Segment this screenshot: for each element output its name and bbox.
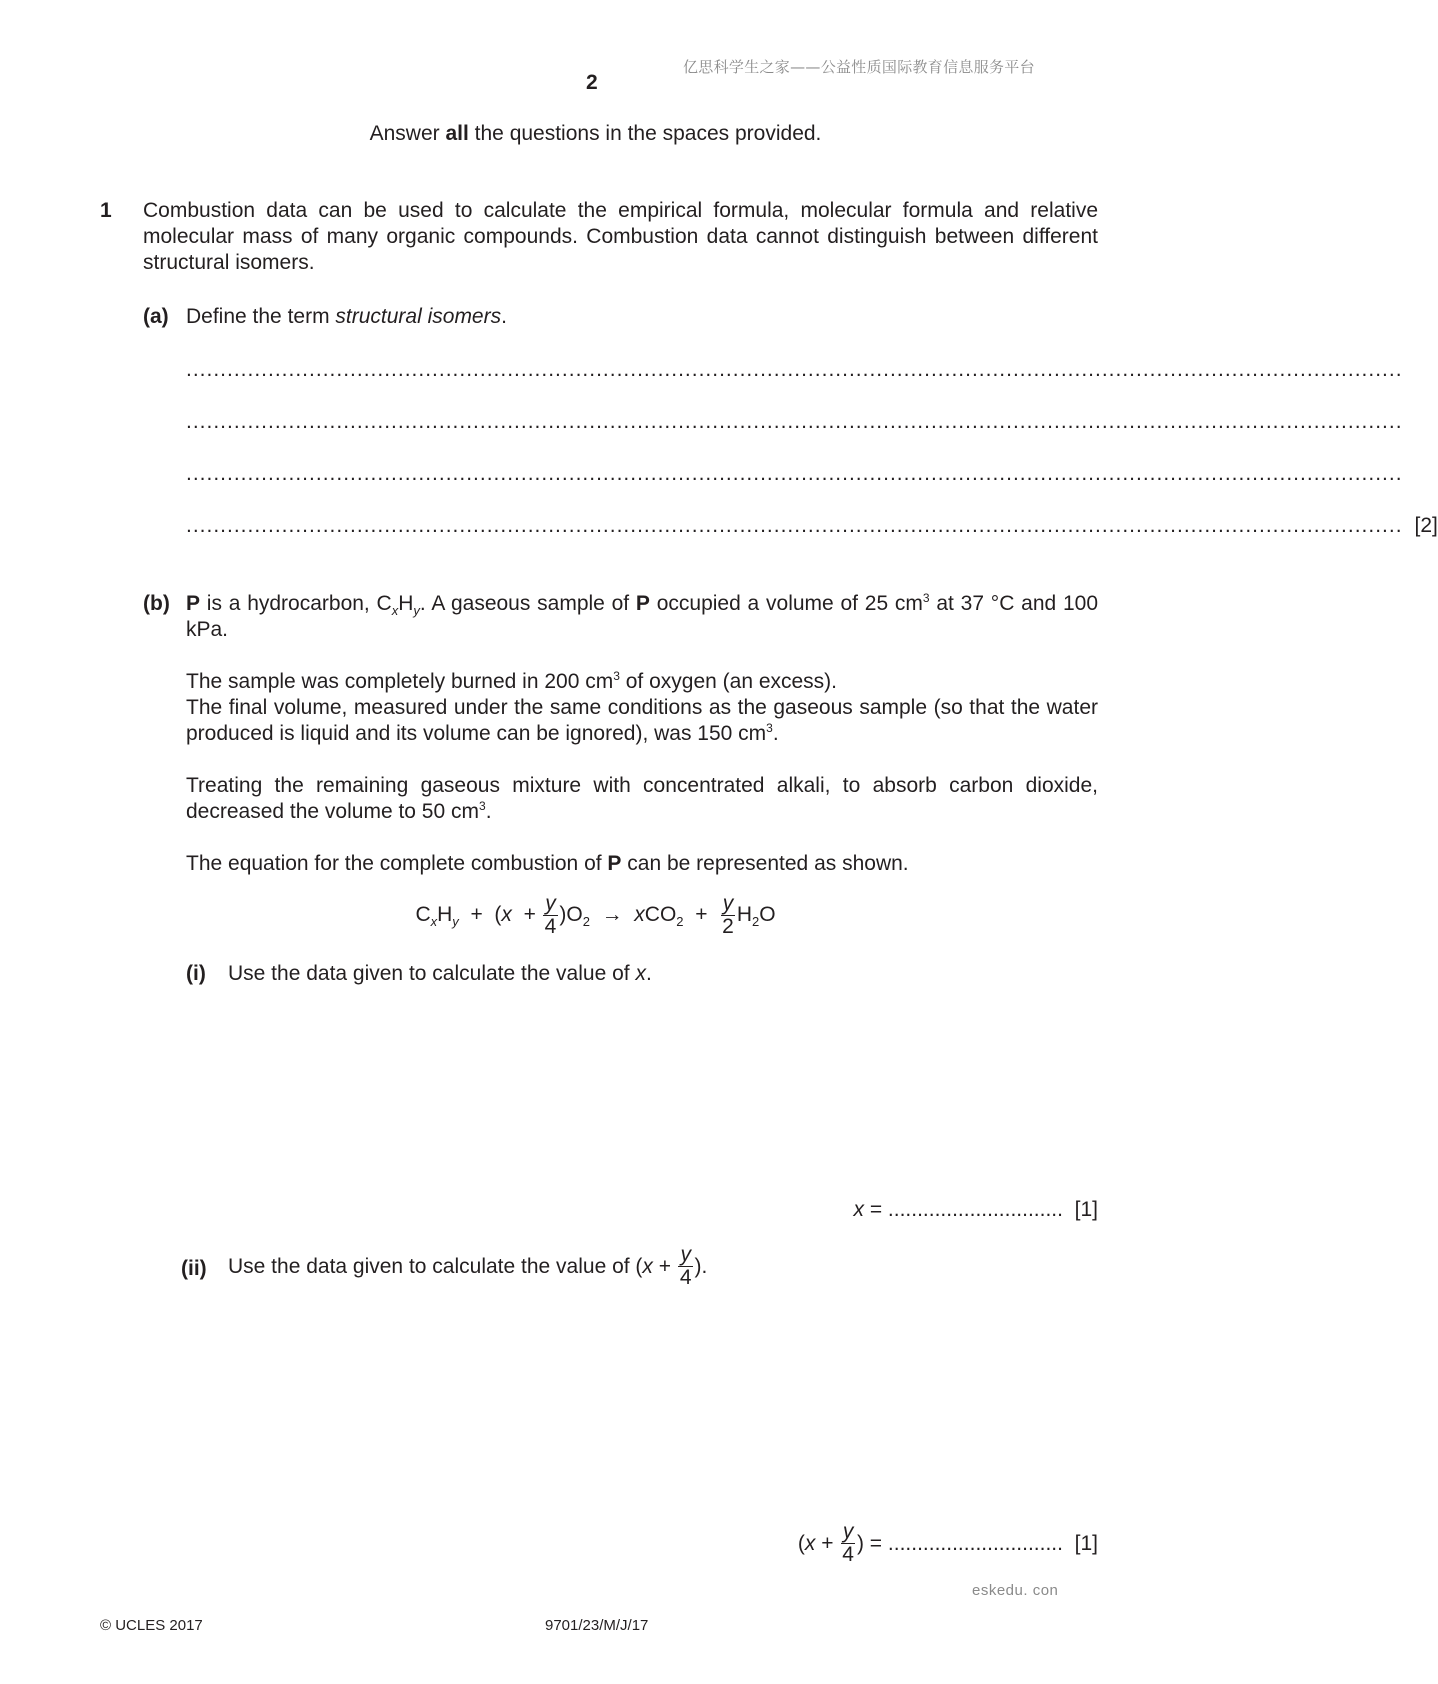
compound-p: P: [635, 592, 650, 615]
subscript-y: y: [413, 603, 420, 618]
para2-text-c: The final volume, measured under the same conditions as the gaseous sample (so that the water produced is liquid and its volume can be ignored), was 150 cm: [186, 696, 1098, 745]
para1-h: H: [398, 592, 414, 615]
part-ii-marks: [1]: [1074, 1531, 1098, 1555]
para4-text-b: can be represented as shown.: [621, 852, 909, 875]
answer-line-a3[interactable]: [186, 461, 1403, 487]
frac-denominator: 2: [722, 915, 734, 938]
part-b-ii-question: [228, 1244, 707, 1289]
eq-plus: +: [695, 903, 708, 927]
para3-text-a: Treating the remaining gaseous mixture with concentrated alkali, to absorb carbon dioxide, decreased the volume to 50 cm: [186, 774, 1098, 823]
compound-p: P: [186, 592, 201, 615]
part-ii-x: x: [642, 1254, 653, 1278]
part-i-text-pre: Use the data given to calculate the value of: [228, 962, 636, 985]
reaction-arrow-icon: →: [601, 903, 623, 927]
fraction-y-over-4: [678, 1244, 694, 1289]
part-b-ii-label: (ii): [181, 1257, 207, 1280]
part-i-var: x: [635, 962, 646, 985]
eq-h: H: [736, 903, 752, 927]
part-b-i-question: [228, 961, 652, 987]
subscript-x: x: [391, 603, 399, 618]
part-a-term: structural isomers: [335, 305, 502, 328]
superscript-3: 3: [479, 799, 486, 813]
part-i-text-post: .: [645, 962, 652, 985]
frac-denominator: 4: [842, 1543, 854, 1566]
para1-text-c: occupied a volume of 25 cm: [649, 592, 923, 615]
answer-dots: ..............................: [887, 1198, 1063, 1221]
instruction-text-bold: all: [445, 122, 469, 145]
answer-dots: ..................................................................................................................................................................................: [186, 462, 1403, 485]
eq-close-paren: ): [559, 903, 567, 927]
answer-x-plus-y4-line[interactable]: [798, 1521, 1098, 1566]
eq-o: O: [566, 903, 583, 927]
part-ii-text-post: ).: [694, 1254, 708, 1278]
part-a-label: (a): [143, 305, 169, 328]
instructions: [0, 121, 1191, 147]
frac-denominator: 4: [544, 915, 557, 938]
eq-open-paren: (: [494, 903, 502, 927]
para2-text-a: The sample was completely burned in 200 cm: [186, 670, 614, 693]
answer-close-eq: ) =: [856, 1531, 888, 1555]
part-a-text-pre: Define the term: [186, 305, 336, 328]
para2-text-b: of oxygen (an excess).: [619, 670, 838, 693]
part-a-question: [186, 304, 1098, 330]
part-b-para3: [186, 773, 1098, 825]
part-b-label: (b): [143, 592, 170, 615]
eq-c: C: [415, 903, 431, 927]
footer-watermark: eskedu. con: [972, 1582, 1059, 1599]
frac-denominator: 4: [679, 1266, 692, 1289]
eq-plus: +: [523, 903, 536, 927]
page-number: 2: [586, 71, 598, 94]
eq-sub-2: 2: [676, 914, 684, 930]
eq-sub-2: 2: [582, 914, 590, 930]
part-a-marks: [2]: [1414, 514, 1438, 537]
answer-plus: +: [815, 1531, 840, 1555]
answer-dots: ..................................................................................................................................................................................: [186, 358, 1403, 381]
eq-plus: +: [470, 903, 483, 927]
part-b-i-label: (i): [186, 962, 206, 985]
paper-code: 9701/23/M/J/17: [545, 1617, 649, 1634]
eq-co: CO: [644, 903, 677, 927]
instruction-text-pre: Answer: [369, 122, 446, 145]
eq-fraction-y-over-2: [720, 893, 736, 938]
superscript-3: 3: [613, 669, 620, 683]
answer-line-a4[interactable]: [186, 513, 1438, 539]
part-a-text-post: .: [501, 305, 507, 328]
frac-numerator: y: [680, 1243, 691, 1266]
part-ii-text-pre: Use the data given to calculate the value of (: [228, 1254, 643, 1278]
eq-sub-2: 2: [751, 914, 760, 930]
frac-numerator: y: [722, 892, 734, 915]
para2-text-d: .: [772, 722, 779, 745]
answer-x-line[interactable]: [853, 1197, 1098, 1223]
para1-text-b: . A gaseous sample of: [419, 592, 636, 615]
copyright: © UCLES 2017: [100, 1617, 203, 1634]
answer-open-paren: (: [797, 1531, 805, 1555]
eq-fraction-y-over-4: [543, 893, 559, 938]
answer-x-eq: =: [863, 1198, 888, 1221]
part-ii-plus: +: [652, 1254, 677, 1278]
eq-x: x: [501, 903, 512, 927]
combustion-equation: [0, 893, 1191, 938]
eq-x: x: [634, 903, 645, 927]
superscript-3: 3: [766, 721, 773, 735]
eq-sub-x: x: [430, 914, 438, 930]
instruction-text-post: the questions in the spaces provided.: [468, 122, 822, 145]
para4-text-a: The equation for the complete combustion of: [186, 852, 608, 875]
para3-text-b: .: [485, 800, 492, 823]
compound-p: P: [607, 852, 622, 875]
para1-text-d: at 37 °C and 100 kPa.: [186, 592, 1098, 641]
part-b-para1: [186, 591, 1098, 643]
answer-line-a1[interactable]: [186, 357, 1403, 383]
answer-line-a2[interactable]: [186, 409, 1403, 435]
question-intro: Combustion data can be used to calculate the empirical formula, molecular formula and relative molecular mass of many organic compounds. Combustion data cannot distinguish between different structural isomers.: [143, 199, 1098, 274]
para1-text-a: is a hydrocarbon, C: [200, 592, 392, 615]
question-number: 1: [100, 199, 112, 222]
answer-dots: ..............................: [887, 1531, 1063, 1555]
frac-numerator: y: [842, 1520, 854, 1543]
eq-sub-y: y: [452, 914, 459, 930]
part-b-para2: [186, 669, 1098, 747]
part-i-marks: [1]: [1074, 1198, 1098, 1221]
answer-dots: ..................................................................................................................................................................................: [186, 514, 1403, 537]
frac-numerator: y: [545, 892, 556, 915]
answer-dots: ..................................................................................................................................................................................: [186, 410, 1403, 433]
eq-h: H: [437, 903, 453, 927]
eq-o: O: [759, 903, 776, 927]
answer-x: x: [804, 1531, 816, 1555]
answer-x-var: x: [853, 1198, 864, 1221]
fraction-y-over-4: [840, 1521, 856, 1566]
header-watermark: 亿思科学生之家——公益性质国际教育信息服务平台: [683, 58, 1035, 76]
part-b-para4: [186, 851, 1098, 877]
superscript-3: 3: [922, 591, 930, 605]
